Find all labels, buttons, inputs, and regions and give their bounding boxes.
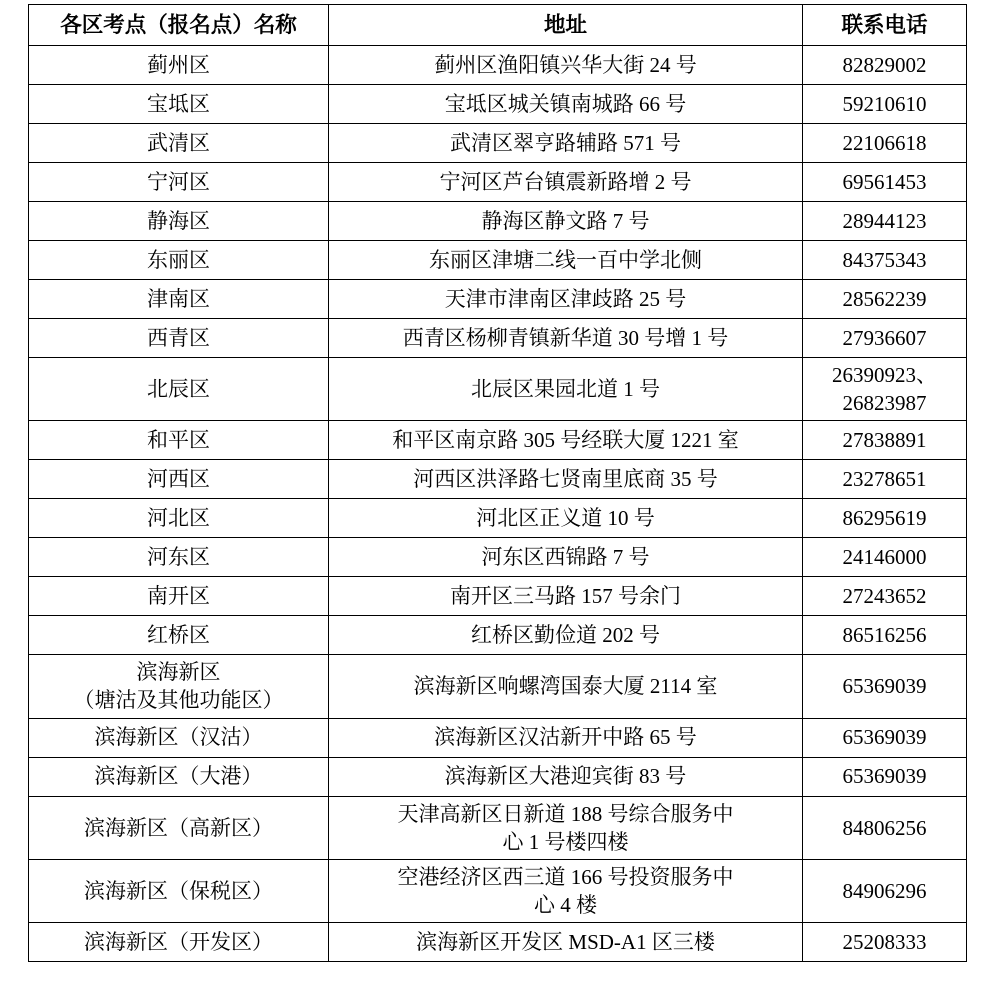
cell-address-text [333,51,798,79]
cell-address-text [333,582,798,610]
cell-phone-line: 65369039 [842,674,927,699]
cell-address [329,718,803,757]
cell-area-text [33,324,324,352]
cell-phone [803,718,967,757]
column-header-address: 地址 [329,5,803,46]
cell-area-text [33,658,324,714]
cell-address-line: 北辰区果园北道 1 号 [471,377,660,402]
cell-phone-line: 84806256 [842,815,927,840]
cell-phone-text [807,504,962,532]
cell-phone-text [807,723,962,751]
cell-phone [803,202,967,241]
cell-phone-text [807,285,962,313]
cell-phone-line: 69561453 [842,169,927,194]
cell-address-line: 南开区三马路 157 号余门 [450,584,681,609]
cell-area-line: 武清区 [147,130,210,155]
cell-phone [803,538,967,577]
cell-area [29,280,329,319]
exam-sites-table [28,4,967,962]
cell-phone-text [807,246,962,274]
cell-phone [803,241,967,280]
cell-phone-line: 28944123 [842,208,927,233]
cell-address-text [333,285,798,313]
cell-area [29,757,329,796]
cell-area-text [33,246,324,274]
cell-phone-text [807,877,962,905]
cell-phone-line: 27243652 [842,584,927,609]
cell-area-line: 南开区 [147,584,210,609]
cell-area-text [33,129,324,157]
cell-area [29,85,329,124]
cell-area-line: 北辰区 [147,377,210,402]
cell-area [29,319,329,358]
cell-phone-line: 84375343 [842,247,927,272]
cell-area [29,124,329,163]
cell-area-line: 西青区 [147,325,210,350]
table-row [29,718,967,757]
cell-area-text [33,877,324,905]
cell-address-text [333,90,798,118]
cell-address [329,577,803,616]
cell-address-text [333,246,798,274]
cell-area [29,616,329,655]
cell-phone-text [807,621,962,649]
cell-address-line: 河西区洪泽路七贤南里底商 35 号 [413,467,718,492]
cell-phone [803,124,967,163]
cell-phone-line: 22106618 [842,130,927,155]
cell-address-text [333,723,798,751]
cell-address [329,460,803,499]
table-row [29,655,967,718]
cell-phone-text [807,90,962,118]
cell-area-text [33,621,324,649]
cell-phone-text [807,928,962,956]
cell-area-line: 滨海新区（高新区） [84,815,273,840]
cell-address [329,655,803,718]
cell-address-line: 河北区正义道 10 号 [476,506,655,531]
cell-phone [803,280,967,319]
table-row [29,241,967,280]
cell-phone [803,655,967,718]
table-row [29,923,967,962]
cell-area [29,859,329,922]
cell-address-text [333,129,798,157]
cell-phone-line: 27936607 [842,325,927,350]
cell-area [29,538,329,577]
cell-address-text [333,762,798,790]
cell-phone [803,358,967,421]
cell-phone-text [807,324,962,352]
cell-phone-line: 65369039 [842,764,927,789]
cell-address [329,202,803,241]
cell-area-line: 东丽区 [147,247,210,272]
table-row [29,796,967,859]
cell-phone-line: 65369039 [842,725,927,750]
cell-address-text [333,543,798,571]
cell-address-text [333,207,798,235]
cell-address-line: 滨海新区大港迎宾街 83 号 [444,764,687,789]
cell-address-line: 东丽区津塘二线一百中学北侧 [429,247,702,272]
cell-area [29,421,329,460]
cell-address [329,46,803,85]
cell-address-text [333,465,798,493]
cell-phone [803,460,967,499]
cell-address-text [333,375,798,403]
cell-address-line: 滨海新区开发区 MSD-A1 区三楼 [416,929,715,954]
table-body [29,46,967,962]
cell-area-text [33,426,324,454]
cell-address-text [333,324,798,352]
cell-area-text [33,928,324,956]
cell-area [29,499,329,538]
cell-area-line: 宝坻区 [147,91,210,116]
cell-phone-line: 25208333 [842,929,927,954]
cell-phone-text [807,426,962,454]
cell-phone-text [807,582,962,610]
cell-area-line: 和平区 [147,428,210,453]
cell-area-text [33,465,324,493]
table-header [29,5,967,46]
cell-address [329,421,803,460]
cell-address [329,124,803,163]
cell-area [29,46,329,85]
cell-phone-text [807,129,962,157]
cell-area [29,655,329,718]
cell-area-line: 蓟州区 [147,52,210,77]
cell-address-text [333,928,798,956]
cell-area [29,163,329,202]
cell-address-line: 静海区静文路 7 号 [481,208,650,233]
table-row [29,499,967,538]
cell-area-line: 滨海新区（开发区） [84,929,273,954]
cell-phone-line: 28562239 [842,286,927,311]
cell-phone-line: 26390923、 [832,363,937,387]
cell-phone-text [807,672,962,700]
cell-address-line: 天津高新区日新道 188 号综合服务中 [397,801,734,826]
cell-area-line: 河东区 [147,545,210,570]
table-row [29,460,967,499]
table-row [29,538,967,577]
cell-address-line: 空港经济区西三道 166 号投资服务中 [397,864,734,889]
cell-phone-text [807,51,962,79]
cell-address-line: 河东区西锦路 7 号 [481,545,650,570]
cell-area [29,718,329,757]
cell-address-line: 宁河区芦台镇震新路增 2 号 [439,169,692,194]
cell-area [29,202,329,241]
cell-area-text [33,504,324,532]
cell-address [329,163,803,202]
cell-area-text [33,207,324,235]
cell-phone-line: 84906296 [842,878,927,903]
cell-address [329,796,803,859]
cell-area-line: 河西区 [147,467,210,492]
cell-area-line: 滨海新区（大港） [94,764,263,789]
table-row [29,85,967,124]
cell-address-line: 天津市津南区津歧路 25 号 [444,286,687,311]
cell-address [329,859,803,922]
cell-area-text [33,762,324,790]
cell-area [29,796,329,859]
cell-address-text [333,426,798,454]
cell-address [329,616,803,655]
cell-address-line: 武清区翠亨路辅路 571 号 [450,130,681,155]
table-header-row [29,5,967,46]
cell-address-text [333,168,798,196]
cell-address-line: 宝坻区城关镇南城路 66 号 [444,91,687,116]
cell-address [329,499,803,538]
cell-address-text [333,672,798,700]
cell-phone [803,421,967,460]
cell-phone [803,859,967,922]
cell-address [329,85,803,124]
cell-phone [803,923,967,962]
column-header-phone: 联系电话 [803,5,967,46]
cell-address [329,538,803,577]
cell-area-line: 滨海新区（汉沽） [94,725,263,750]
cell-area-line: 河北区 [147,506,210,531]
cell-area [29,923,329,962]
cell-phone-text [807,543,962,571]
cell-phone [803,499,967,538]
cell-phone-text [807,465,962,493]
cell-area-line: 宁河区 [147,169,210,194]
cell-address [329,358,803,421]
cell-address-line: 滨海新区汉沽新开中路 65 号 [434,725,697,750]
cell-area-text [33,285,324,313]
cell-area [29,358,329,421]
cell-area [29,460,329,499]
cell-area-text [33,723,324,751]
cell-phone [803,796,967,859]
table-row [29,616,967,655]
column-header-area: 各区考点（报名点）名称 [29,5,329,46]
cell-phone [803,46,967,85]
cell-phone-line: 59210610 [842,91,927,116]
cell-address-text [333,800,798,856]
cell-phone-text [807,207,962,235]
table-row [29,358,967,421]
table-row [29,859,967,922]
cell-phone-line: 23278651 [842,467,927,492]
cell-address-text [333,504,798,532]
cell-address [329,280,803,319]
table-row [29,163,967,202]
cell-phone-text [807,762,962,790]
cell-address-line: 红桥区勤俭道 202 号 [471,623,660,648]
cell-address-text [333,621,798,649]
cell-area-text [33,543,324,571]
table-row [29,46,967,85]
table-row [29,757,967,796]
cell-address-line: 和平区南京路 305 号经联大厦 1221 室 [392,428,739,453]
cell-area-text [33,375,324,403]
cell-area-line: 静海区 [147,208,210,233]
cell-phone-line: 82829002 [842,52,927,77]
cell-area-text [33,814,324,842]
cell-area-line: 红桥区 [147,623,210,648]
cell-address-text [333,863,798,919]
cell-address-line: 滨海新区响螺湾国泰大厦 2114 室 [413,674,718,699]
cell-area-text [33,582,324,610]
cell-phone-line: 86516256 [842,623,927,648]
cell-phone-line: 27838891 [842,428,927,453]
cell-phone-text [807,168,962,196]
cell-address [329,319,803,358]
cell-area-line: 津南区 [147,286,210,311]
table-row [29,577,967,616]
cell-area [29,241,329,280]
table-row [29,421,967,460]
cell-phone [803,319,967,358]
cell-area-line: 滨海新区 [136,660,221,685]
cell-area [29,577,329,616]
cell-address [329,241,803,280]
cell-phone-text [807,361,962,417]
cell-address-line: 蓟州区渔阳镇兴华大街 24 号 [434,52,697,77]
cell-area-text [33,51,324,79]
table-row [29,202,967,241]
cell-address-line: 西青区杨柳青镇新华道 30 号增 1 号 [402,325,729,350]
cell-address-line: 心 4 楼 [534,892,597,917]
cell-phone-line: 26823987 [842,391,927,416]
cell-area-text [33,90,324,118]
cell-area-line: （塘沽及其他功能区） [73,688,284,713]
cell-phone-line: 24146000 [842,545,927,570]
cell-address-line: 心 1 号楼四楼 [502,829,629,854]
table-row [29,124,967,163]
cell-address [329,923,803,962]
cell-phone [803,85,967,124]
cell-area-text [33,168,324,196]
cell-phone [803,616,967,655]
cell-address [329,757,803,796]
cell-phone [803,757,967,796]
table-row [29,280,967,319]
cell-phone-text [807,814,962,842]
cell-phone [803,163,967,202]
cell-area-line: 滨海新区（保税区） [84,878,273,903]
cell-phone [803,577,967,616]
table-row [29,319,967,358]
cell-phone-line: 86295619 [842,506,927,531]
